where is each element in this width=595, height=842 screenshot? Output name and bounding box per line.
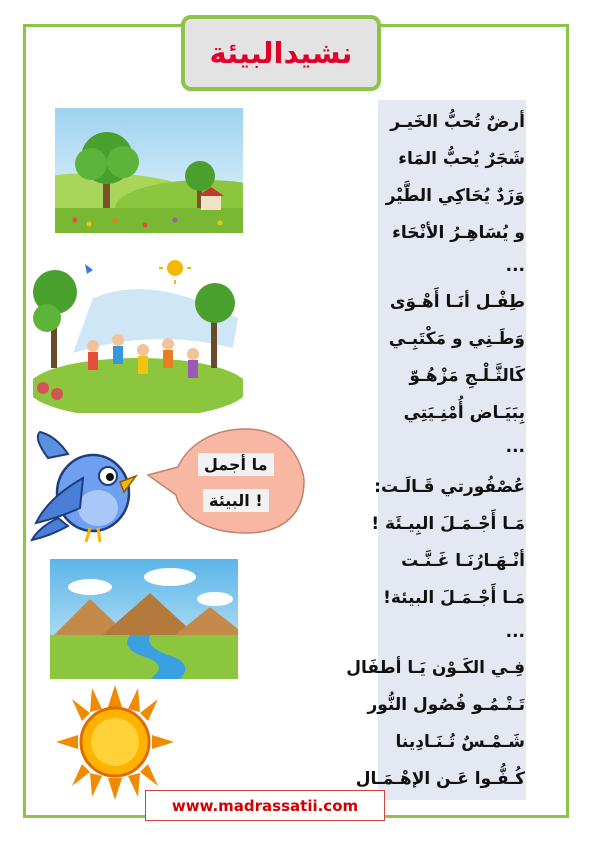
poem-line: أرضٌ تُحبُّ الخَيـر (390, 112, 525, 132)
page-title: نشيدالبيئة (209, 36, 353, 70)
poem-line: فِـي الكَـوْن يَـا أطفَال (346, 658, 525, 678)
poem-line: بِبَيَـاض أُمْنِـيَتِي (403, 403, 525, 423)
sun-picture (56, 685, 174, 800)
poem-line: كَالثَّـلْـجِ مَزْهُـوّ (409, 366, 525, 386)
poem-line: وَطَـنِي و مَكْتَبِـي (388, 329, 525, 349)
poem-line: طِفْـل أنَـا أَهْـوَى (389, 292, 525, 312)
poem-line: تَـنْـمُـو فُصُول النُّور (367, 695, 525, 715)
poem-line: مَـا أَجْـمَـلَ البيئة! (383, 588, 525, 608)
poem-line: عُصْفُورتي قَـالَـت: (374, 477, 525, 497)
poem-line: كُـفُّـوا عَـن الإهْـمَـال (355, 769, 525, 789)
footer-url-box (145, 790, 385, 821)
poem-line: شَـمْـسٌ تُـنَـادِينا (395, 732, 525, 752)
poem-line: ... (505, 437, 525, 457)
mountains-river-picture (50, 559, 238, 679)
blue-bird-picture (28, 428, 140, 548)
meadow-picture (55, 108, 243, 233)
poem-line: أنْـهَـارُنَـا غَـنَّـت (401, 551, 525, 571)
poem-line: شَجَرٌ يُحبُّ المَاء (398, 149, 525, 169)
children-playing-picture (33, 258, 243, 413)
speech-bubble (146, 425, 306, 537)
speech-bubble-line-1: ما أجمل (198, 453, 274, 476)
poem-line: ... (505, 256, 525, 276)
footer-url: www.madrassatii.com (171, 796, 359, 815)
poem-line: و يُسَاهِـرُ الأنْحَاء (392, 223, 525, 243)
poem-line: وَزَدٌ يُحَاكِي الطَّيْر (385, 186, 525, 206)
poem-line: ... (505, 622, 525, 642)
title-box (181, 15, 381, 91)
speech-bubble-line-2: ! البيئة (203, 489, 269, 512)
poem-line: مَـا أَجْـمَـلَ البِيـئَة ! (371, 514, 525, 534)
